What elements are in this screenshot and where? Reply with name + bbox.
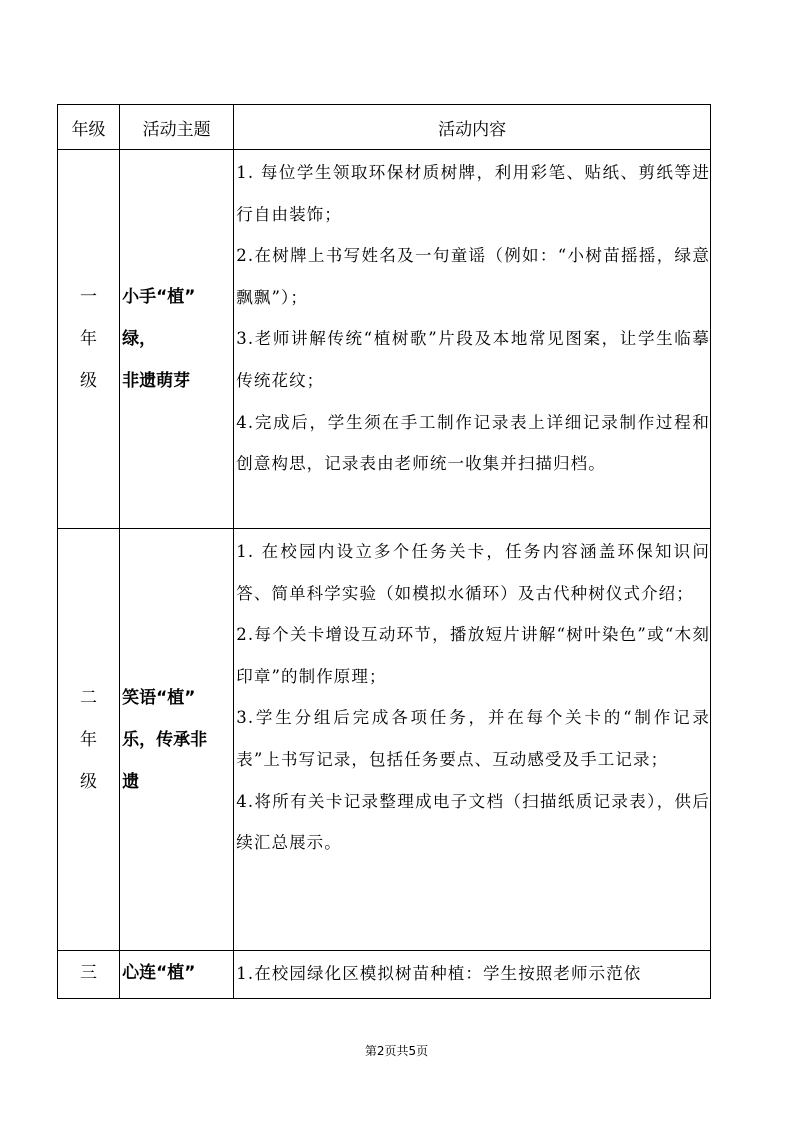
grade-char: 年 [80, 329, 98, 349]
table-row [58, 951, 711, 999]
content-cell [234, 150, 711, 529]
grade-char: 二 [80, 687, 98, 708]
theme-line: 绿， [122, 329, 157, 349]
theme-cell [120, 951, 234, 999]
content-item: 2.在树牌上书写姓名及一句童谣（例如：“小树苗摇摇，绿意飘飘”）； [236, 246, 710, 307]
content-item: 3.学生分组后完成各项任务，并在每个关卡的“制作记录表”上书写记录，包括任务要点、互动感受及手工记录； [236, 708, 710, 769]
table-header-row [58, 105, 711, 150]
content-item: 4.完成后，学生须在手工制作记录表上详细记录制作过程和创意构思，记录表由老师统一收集并扫描归档。 [236, 412, 710, 474]
theme-cell [120, 529, 234, 951]
theme-cell [120, 150, 234, 529]
content-item: 1. 在校园内设立多个任务关卡，任务内容涵盖环保知识问答、简单科学实验（如模拟水循环）及古代种树仪式介绍； [236, 542, 710, 603]
grade-cell [58, 150, 120, 529]
content-cell [234, 951, 711, 999]
grade-cell [58, 951, 120, 999]
grade-char: 三 [80, 963, 98, 983]
grade-char: 一 [80, 287, 98, 307]
content-item: 3.老师讲解传统“植树歌”片段及本地常见图案，让学生临摹传统花纹； [236, 329, 710, 390]
table-row [58, 529, 711, 951]
grade-char: 年 [80, 729, 98, 750]
header-theme: 活动主题 [120, 105, 234, 150]
theme-line: 非遗萌芽 [122, 371, 191, 391]
content-item: 4.将所有关卡记录整理成电子文档（扫描纸质记录表），供后续汇总展示。 [236, 791, 710, 853]
content-item: 2.每个关卡增设互动环节，播放短片讲解“树叶染色”或“木刻印章”的制作原理； [236, 625, 710, 686]
content-item: 1.在校园绿化区模拟树苗种植：学生按照老师示范依 [236, 964, 642, 983]
page-number: 第2页共5页 [364, 1044, 429, 1058]
activity-table [57, 104, 711, 999]
grade-char: 级 [80, 771, 98, 792]
content-cell [234, 529, 711, 951]
grade-char: 级 [80, 371, 98, 391]
header-content: 活动内容 [234, 105, 711, 150]
content-item: 1. 每位学生领取环保材质树牌，利用彩笔、贴纸、剪纸等进行自由装饰； [236, 163, 710, 224]
theme-line: 乐，传承非 [122, 729, 208, 750]
theme-line: 笑语“植” [122, 687, 196, 708]
theme-line: 小手“植” [122, 287, 196, 307]
grade-cell [58, 529, 120, 951]
header-grade: 年级 [58, 105, 120, 150]
table-row [58, 150, 711, 529]
theme-line: 遗 [122, 771, 140, 792]
theme-line: 心连“植” [122, 963, 196, 983]
